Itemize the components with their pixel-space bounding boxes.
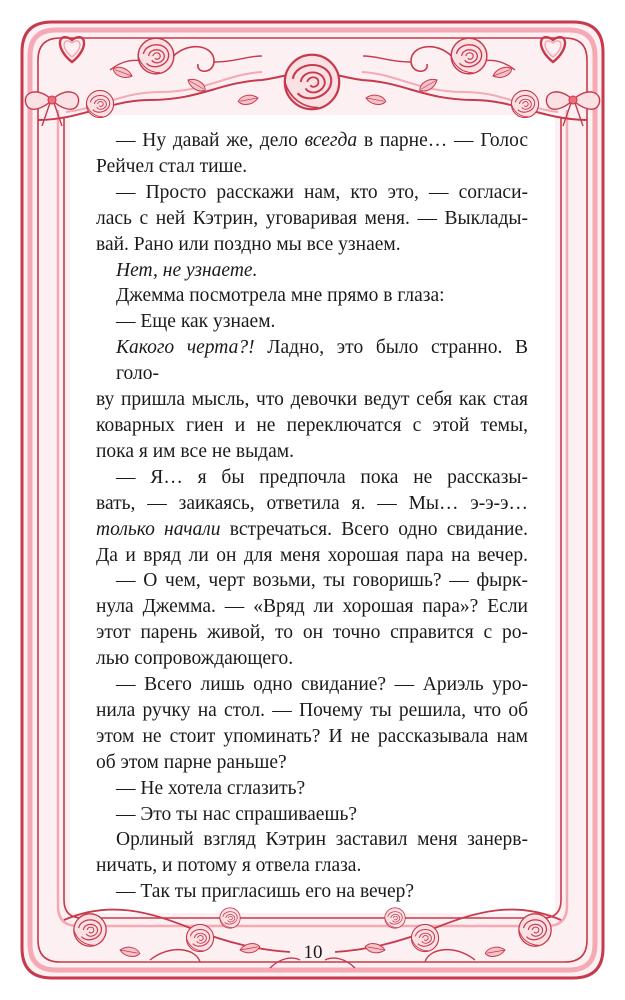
text-line [96, 180, 528, 206]
rose-icon [285, 55, 339, 109]
rose-icon [385, 908, 405, 928]
text-segment: — Еще как узнаем. [116, 311, 276, 333]
text-line [96, 543, 528, 569]
text-segment: — Это ты нас спрашиваешь? [116, 803, 358, 825]
text-segment: — О чем, черт возьми, ты говоришь? — фырк- [116, 570, 528, 592]
text-line [96, 465, 528, 491]
text-segment: лью сопровождающего. [96, 648, 294, 670]
rose-icon [86, 90, 113, 117]
text-line [96, 853, 528, 879]
text-line [96, 802, 528, 828]
text-segment: этот парень живой, то он точно справится с ро- [96, 622, 528, 644]
rose-icon [74, 914, 106, 946]
text-line [96, 283, 528, 309]
text-segment: пока я им все не выдам. [96, 440, 294, 462]
text-segment: Орлиный взгляд Кэтрин заставил меня занерв- [116, 829, 528, 851]
text-segment: Да и вряд ли он для меня хорошая пара на вечер. [96, 544, 528, 566]
text-segment: Джемма посмотрела мне прямо в глаза: [116, 285, 445, 307]
text-segment: ничать, и потому я отвела глаза. [96, 855, 362, 877]
text-segment: коварных гиен и не переключатся с этой темы, [96, 414, 528, 436]
text-segment: — Я… я бы предпочла пока не рассказы- [116, 466, 528, 488]
rose-icon [451, 38, 487, 74]
text-line [96, 594, 528, 620]
rose-icon [511, 90, 538, 117]
text-segment: лась с ней Кэтрин, уговаривая меня. — Выклады- [96, 207, 528, 229]
text-line [96, 517, 528, 543]
text-line [96, 724, 528, 750]
text-segment: — Ну давай же, дело [116, 130, 305, 151]
text-line [96, 258, 528, 284]
rose-icon [138, 38, 174, 74]
text-line [96, 491, 528, 517]
rose-icon [519, 914, 551, 946]
text-line [96, 335, 528, 387]
text-line [96, 776, 528, 802]
text-line [96, 232, 528, 258]
page-number: 10 [303, 942, 323, 963]
text-line [96, 439, 528, 465]
text-segment: нула Джемма. — «Вряд ли хорошая пара»? Если [96, 596, 528, 618]
text-line [96, 206, 528, 232]
text-segment: встречаться. Всего одно свидание. [220, 518, 529, 540]
body-text [96, 128, 528, 905]
italic-text: всегда [304, 130, 358, 151]
text-segment: вать, — заикаясь, ответила я. — Мы… э-э-э… [96, 492, 528, 514]
text-line [96, 672, 528, 698]
text-segment: Ладно, это было странно. В голо- [116, 337, 529, 385]
text-segment: Рейчел стал тише. [96, 155, 248, 177]
text-line [96, 568, 528, 594]
text-segment: об этом парне раньше? [96, 751, 287, 773]
text-line [96, 620, 528, 646]
text-line [96, 879, 528, 905]
text-segment: — Просто расскажи нам, кто это, — согласи- [116, 181, 528, 203]
text-segment: ву пришла мысль, что девочки ведут себя как стая [96, 389, 528, 411]
text-segment: нила ручку на стол. — Почему ты решила, что об [96, 699, 528, 721]
text-line [96, 646, 528, 672]
text-line [96, 309, 528, 335]
text-segment: — Всего лишь одно свидание? — Ариэль уро- [116, 674, 528, 696]
text-segment: этом не стоит упоминать? И не рассказывала нам [96, 725, 528, 747]
text-segment: — Не хотела сглазить? [116, 777, 306, 799]
text-segment: в парне… — Голос [357, 130, 528, 151]
text-line [96, 413, 528, 439]
text-line [96, 128, 528, 154]
text-line [96, 827, 528, 853]
rose-icon [411, 924, 438, 951]
italic-text: только начали [96, 518, 221, 540]
text-line [96, 698, 528, 724]
rose-icon [186, 924, 213, 951]
text-segment: — Так ты пригласишь его на вечер? [116, 881, 415, 903]
text-segment: вай. Рано или поздно мы все узнаем. [96, 233, 401, 255]
text-line [96, 750, 528, 776]
text-line [96, 387, 528, 413]
rose-icon [220, 908, 240, 928]
italic-text: Нет, не узнаете. [116, 259, 258, 281]
italic-text: Какого черта?! [116, 337, 255, 359]
text-line [96, 154, 528, 180]
